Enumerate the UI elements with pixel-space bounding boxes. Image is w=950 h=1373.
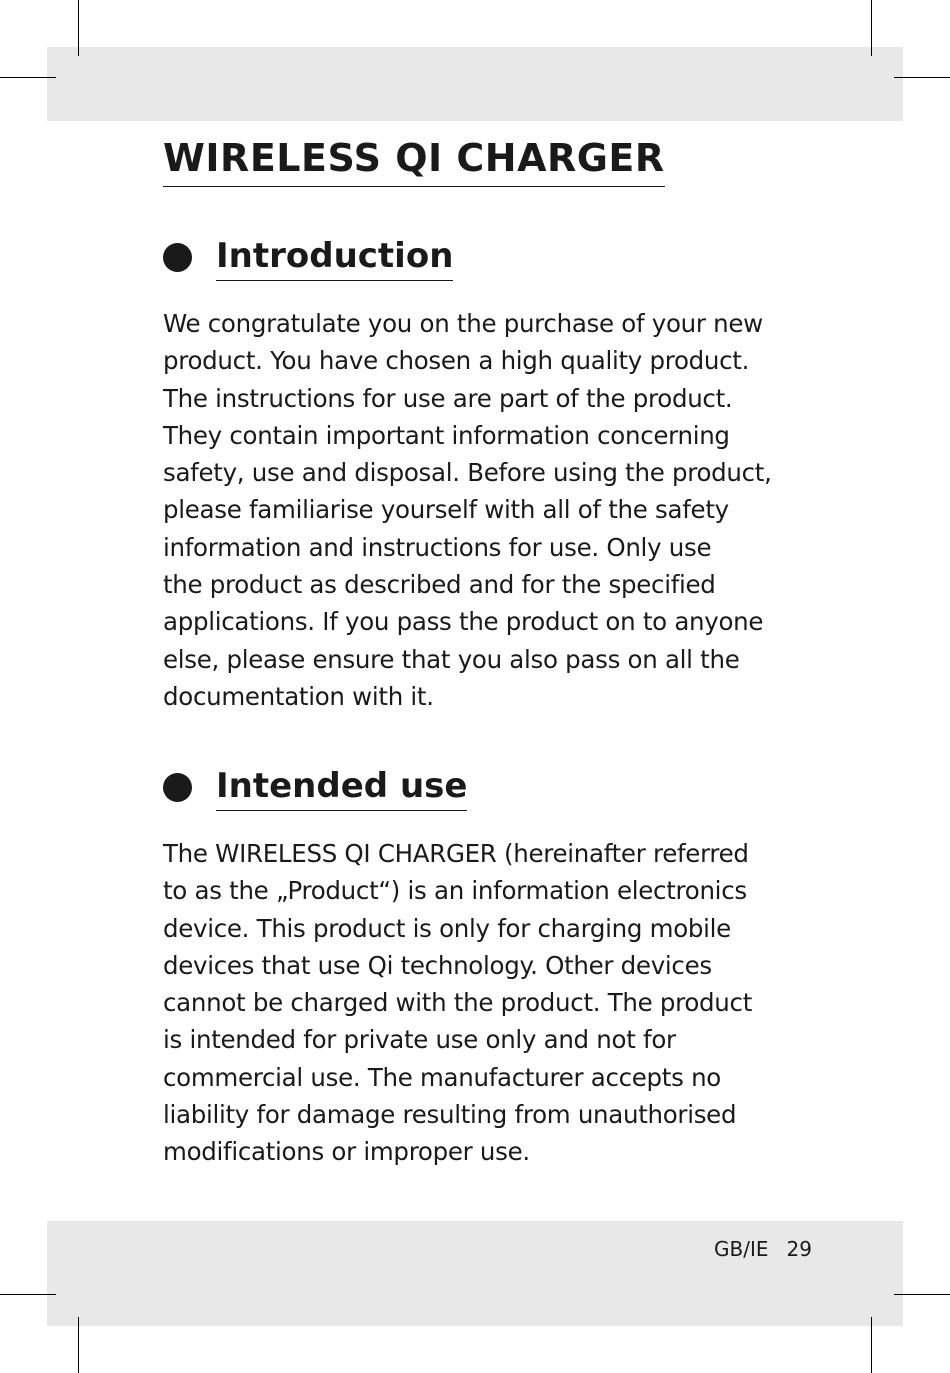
crop-mark xyxy=(78,1317,79,1373)
text-line: safety, use and disposal. Before using the product, xyxy=(163,458,772,488)
text-line: They contain important information concerning xyxy=(163,420,730,450)
section-heading-introduction xyxy=(163,234,453,281)
page-title: WIRELESS QI CHARGER xyxy=(163,132,665,187)
section-heading-intended-use xyxy=(163,764,467,811)
region-label: GB/IE xyxy=(714,1237,769,1261)
header-band xyxy=(47,47,903,121)
text-line: is intended for private use only and not for xyxy=(163,1025,676,1055)
crop-mark xyxy=(871,0,872,56)
text-line: to as the „Product“) is an information electronics xyxy=(163,876,747,906)
section-title: Introduction xyxy=(216,234,453,281)
crop-mark xyxy=(0,77,56,78)
page-number: 29 xyxy=(786,1237,812,1261)
crop-mark xyxy=(871,1317,872,1373)
crop-mark xyxy=(894,77,950,78)
text-line: the product as described and for the specified xyxy=(163,570,716,600)
text-line: applications. If you pass the product on to anyone xyxy=(163,607,764,637)
crop-mark xyxy=(894,1294,950,1295)
text-line: product. You have chosen a high quality product. xyxy=(163,346,750,376)
text-line: please familiarise yourself with all of the safety xyxy=(163,495,729,525)
text-line: The instructions for use are part of the product. xyxy=(163,383,733,413)
bullet-icon xyxy=(163,773,192,802)
page-footer xyxy=(714,1235,812,1263)
text-line: liability for damage resulting from unauthorised xyxy=(163,1100,737,1130)
text-line: The WIRELESS QI CHARGER (hereinafter referred xyxy=(163,839,749,868)
section-title: Intended use xyxy=(216,764,467,811)
text-line: modifications or improper use. xyxy=(163,1137,530,1167)
text-line: device. This product is only for charging mobile xyxy=(163,913,731,943)
intended-use-paragraph xyxy=(163,835,823,1171)
crop-mark xyxy=(78,0,79,56)
text-line: commercial use. The manufacturer accepts no xyxy=(163,1062,721,1092)
text-line: information and instructions for use. Only use xyxy=(163,532,712,562)
text-line: cannot be charged with the product. The product xyxy=(163,988,753,1018)
text-line: else, please ensure that you also pass on all the xyxy=(163,644,740,674)
crop-mark xyxy=(0,1294,56,1295)
introduction-paragraph xyxy=(163,305,823,715)
text-line: We congratulate you on the purchase of your new xyxy=(163,309,763,338)
text-line: documentation with it. xyxy=(163,681,434,711)
text-line: devices that use Qi technology. Other devices xyxy=(163,950,712,980)
bullet-icon xyxy=(163,243,192,272)
